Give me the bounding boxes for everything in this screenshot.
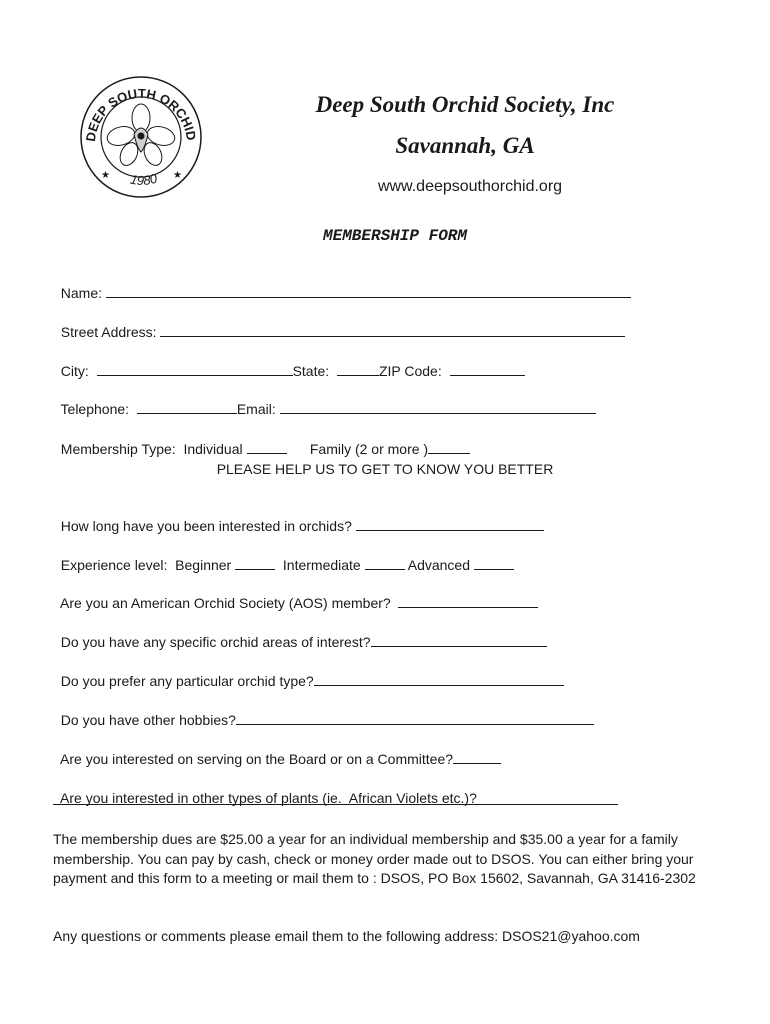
phone-row (53, 384, 596, 418)
question-label: Are you interested in other types of plants (ie. African Violets etc.)? (60, 790, 477, 806)
experience-row (53, 540, 514, 574)
email-field[interactable] (280, 401, 596, 414)
question-label: Are you interested on serving on the Board or on a Committee? (60, 751, 454, 767)
family-label: Family (2 or more ) (309, 441, 429, 457)
question-row (53, 656, 564, 690)
svg-text:★: ★ (173, 170, 182, 181)
city-row (53, 346, 525, 380)
question-label: How long have you been interested in orchids? (60, 518, 352, 534)
advanced-label: Advanced (407, 557, 471, 573)
logo-ring-text: DEEP SOUTH ORCHID (82, 85, 199, 143)
name-field[interactable] (106, 285, 631, 298)
membership-type-row (53, 424, 470, 458)
street-field[interactable] (160, 324, 625, 337)
contact-line: Any questions or comments please email them to the following address: DSOS21@yahoo.com (53, 928, 640, 944)
question-row (53, 617, 547, 651)
orchid-seal-icon (79, 74, 203, 200)
org-name: Deep South Orchid Society, Inc (315, 92, 615, 117)
zip-field[interactable] (450, 363, 525, 376)
state-field[interactable] (337, 363, 379, 376)
form-title: MEMBERSHIP FORM (322, 227, 468, 245)
state-label: State: (292, 363, 330, 379)
help-heading: PLEASE HELP US TO GET TO KNOW YOU BETTER (216, 461, 554, 477)
question-label: Do you prefer any particular orchid type? (60, 673, 314, 689)
dues-paragraph: The membership dues are $25.00 a year for an individual membership and $35.00 a year for a family membership. You can pay by cash, check or money order made out to DSOS. You can either bring your payment and this form to a meeting or mail them to : DSOS, PO Box 15602, Savannah, GA 31416-2302 (53, 831, 696, 886)
svg-text:★: ★ (101, 170, 110, 181)
name-label: Name: (60, 285, 103, 301)
name-row (53, 268, 631, 302)
question-row (53, 773, 477, 807)
telephone-label: Telephone: (60, 401, 130, 417)
intermediate-label: Intermediate (282, 557, 361, 573)
org-city: Savannah, GA (395, 133, 535, 158)
individual-field[interactable] (247, 441, 287, 454)
orchid-interest-field[interactable] (356, 518, 544, 531)
svg-text:1980 (129, 170, 160, 188)
zip-label: ZIP Code: (378, 363, 442, 379)
advanced-field[interactable] (474, 557, 514, 570)
question-label: Do you have other hobbies? (60, 712, 236, 728)
other-plants-field[interactable] (53, 804, 618, 805)
question-row (53, 578, 538, 612)
aos-field[interactable] (398, 595, 538, 608)
question-label: Do you have any specific orchid areas of interest? (60, 634, 371, 650)
telephone-field[interactable] (137, 401, 237, 414)
street-row (53, 307, 625, 341)
family-field[interactable] (428, 441, 470, 454)
membership-type-label: Membership Type: Individual (60, 441, 243, 457)
street-label: Street Address: (60, 324, 157, 340)
experience-label: Experience level: Beginner (60, 557, 232, 573)
email-label: Email: (236, 401, 276, 417)
city-field[interactable] (97, 363, 293, 376)
hobbies-field[interactable] (236, 712, 594, 725)
question-row (53, 695, 594, 729)
intermediate-field[interactable] (365, 557, 405, 570)
question-row (53, 501, 544, 535)
beginner-field[interactable] (235, 557, 275, 570)
board-field[interactable] (453, 751, 501, 764)
website-link[interactable]: www.deepsouthorchid.org (377, 178, 563, 195)
areas-field[interactable] (371, 634, 547, 647)
question-row (53, 734, 501, 768)
logo-year: 1980 (128, 170, 159, 189)
society-logo-seal (79, 74, 203, 200)
orchid-type-field[interactable] (314, 673, 564, 686)
city-label: City: (60, 363, 89, 379)
question-label: Are you an American Orchid Society (AOS) member? (60, 595, 391, 611)
